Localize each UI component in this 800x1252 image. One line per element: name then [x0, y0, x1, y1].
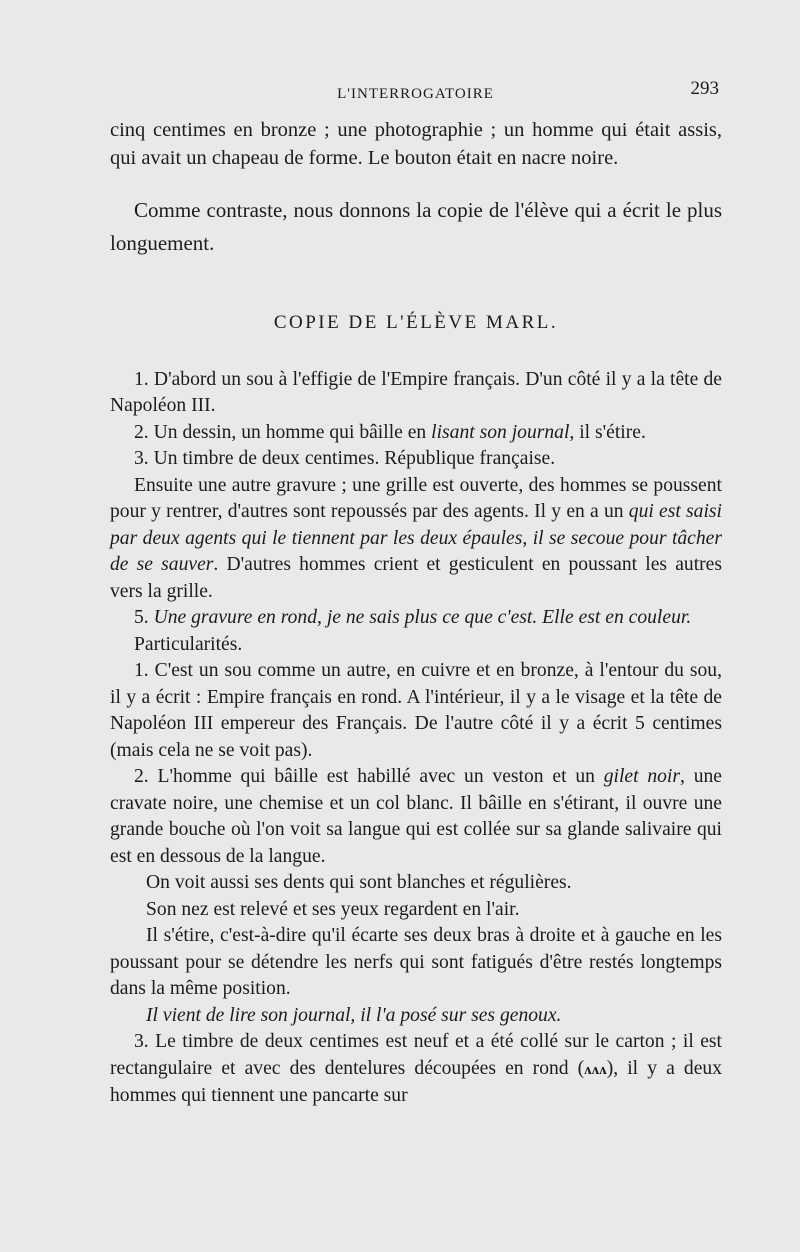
paragraph-10: Son nez est relevé et ses yeux regardent en l'air. [146, 898, 520, 920]
italic-run: Une gravure en rond, je ne sais plus ce que c'est. Elle est en couleur. [153, 607, 692, 628]
paragraph-12 [110, 1003, 722, 1030]
paragraph-4 [110, 473, 722, 606]
section-title: COPIE DE L'ÉLÈVE MARL. [273, 312, 559, 333]
page-header [108, 78, 723, 108]
text-run: , une cravate noire, une chemise et un col blanc. Il bâille en s'étirant, il ouvre une grande bouche où l'on voit sa langue qui est collée sur sa glande salivaire qui est en dessous de la langue. [110, 766, 722, 867]
italic-run: lisant son journal [431, 421, 570, 443]
text-run: 2. L'homme qui bâille est habillé avec un veston et un [134, 766, 604, 787]
paragraph-intro: cinq centimes en bronze ; une photographie ; un homme qui était assis, qui avait un chapeau de forme. Le bouton était en nacre noire. [110, 119, 722, 169]
italic-run: Il vient de lire son journal, il l'a posé sur ses genoux. [146, 1004, 562, 1026]
running-title: L'INTERROGATOIRE [337, 86, 494, 102]
paragraph-7: 1. C'est un sou comme un autre, en cuivre et en bronze, à l'entour du sou, il y a écrit : Empire français en rond. A l'intérieur, il y a le visage et la tête de Napoléon III empereur des Français. De l'autre côté il y a écrit 5 centimes (mais cela ne se voit pas). [110, 660, 722, 761]
body-text [110, 116, 722, 1110]
paragraph-1: 1. D'abord un sou à l'effigie de l'Empire français. D'un côté il y a la tête de Napoléon III. [110, 368, 722, 416]
italic-run: qui est saisi par deux agents qui le tiennent par les deux épaules [110, 501, 722, 549]
paragraph-contrast: Comme contraste, nous donnons la copie de l'élève qui a écrit le plus longuement. [110, 198, 722, 255]
text-run: 2. Un dessin, un homme qui bâille en [134, 421, 432, 443]
paragraph-9: On voit aussi ses dents qui sont blanches et régulières. [146, 872, 572, 893]
text-run: 5. [134, 607, 154, 628]
text-run: , il s'étire. [569, 421, 646, 443]
italic-run: gilet noir [603, 766, 681, 787]
paragraph-2 [110, 420, 722, 447]
paragraph-11: Il s'étire, c'est-à-dire qu'il écarte ses deux bras à droite et à gauche en les poussant pour se détendre les nerfs qui sont fatigués d'être restés longtemps dans la même position. [110, 925, 722, 999]
text-run: 3. Le timbre de deux centimes est neuf et a été collé sur le carton ; il est rectangulaire et avec des dentelures découpées en rond ( [110, 1031, 722, 1079]
paragraph-particularites: Particularités. [134, 633, 243, 655]
text-run: Ensuite une autre gravure ; une grille est ouverte, des hommes se poussent pour y rentrer, d'autres sont repoussés par des agents. Il y en a un [110, 474, 722, 522]
paragraph-5 [110, 605, 722, 632]
paragraph-8 [110, 764, 722, 870]
dentelure-glyph: ʌʌʌ [584, 1061, 607, 1078]
text-run: ), il y a deux hommes qui tiennent une pancarte sur [110, 1057, 722, 1106]
page-number: 293 [690, 78, 719, 99]
paragraph-13 [110, 1029, 722, 1110]
italic-run: il se secoue pour tâcher de se sauver [110, 527, 722, 575]
text-run: , [522, 527, 533, 549]
text-run: . D'autres hommes crient et gesticulent en poussant les autres vers la grille. [110, 554, 722, 602]
paragraph-3: 3. Un timbre de deux centimes. République française. [134, 448, 556, 469]
